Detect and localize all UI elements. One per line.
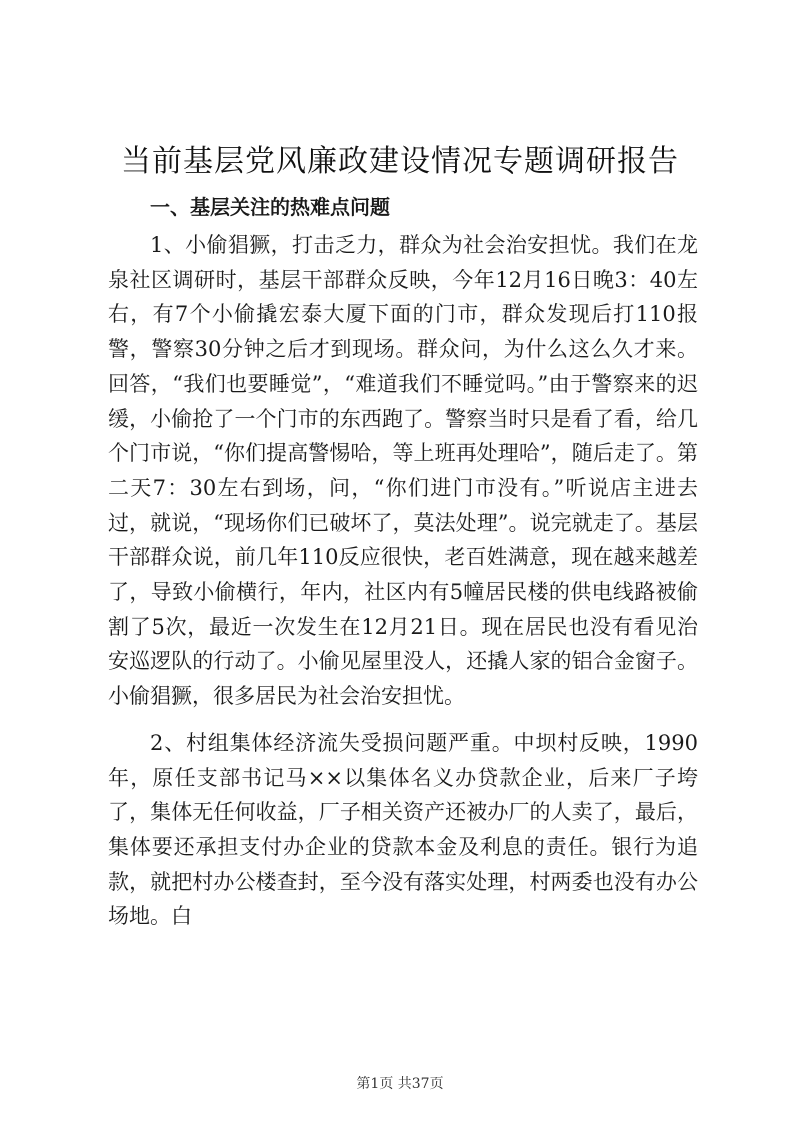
document-body — [108, 228, 698, 934]
paragraph: 1、小偷猖獗，打击乏力，群众为社会治安担忧。我们在龙泉社区调研时，基层干部群众反映，今年12月16日晚3：40左右，有7个小偷撬宏泰大厦下面的门市，群众发现后打110报警，警察30分钟之后才到现场。群众问，为什么这么久才来。回答，“我们也要睡觉”，“难道我们不睡觉吗。”由于警察来的迟缓，小偷抢了一个门市的东西跑了。警察当时只是看了看，给几个门市说，“你们提高警惕哈，等上班再处理哈”，随后走了。第二天7：30左右到场，问，“你们进门市没有。”听说店主进去过，就说，“现场你们已破坏了，莫法处理”。说完就走了。基层干部群众说，前几年110反应很快，老百姓满意，现在越来越差了，导致小偷横行，年内，社区内有5幢居民楼的供电线路被偷割了5次，最近一次发生在12月21日。现在居民也没有看见治安巡逻队的行动了。小偷见屋里没人，还撬人家的铝合金窗子。小偷猖獗，很多居民为社会治安担忧。 — [108, 233, 698, 709]
document-title: 当前基层党风廉政建设情况专题调研报告 — [121, 144, 679, 179]
paragraph: 2、村组集体经济流失受损问题严重。中坝村反映，1990年，原任支部书记马××以集体名义办贷款企业，后来厂子垮了，集体无任何收益，厂子相关资产还被办厂的人卖了，最后，集体要还承担支付办企业的贷款本金及利息的责任。银行为追款，就把村办公楼查封，至今没有落实处理，村两委也没有办公场地。白 — [108, 730, 698, 929]
page-footer: 第1页 共37页 — [356, 1076, 444, 1092]
section-heading: 一、基层关注的热难点问题 — [150, 195, 390, 219]
